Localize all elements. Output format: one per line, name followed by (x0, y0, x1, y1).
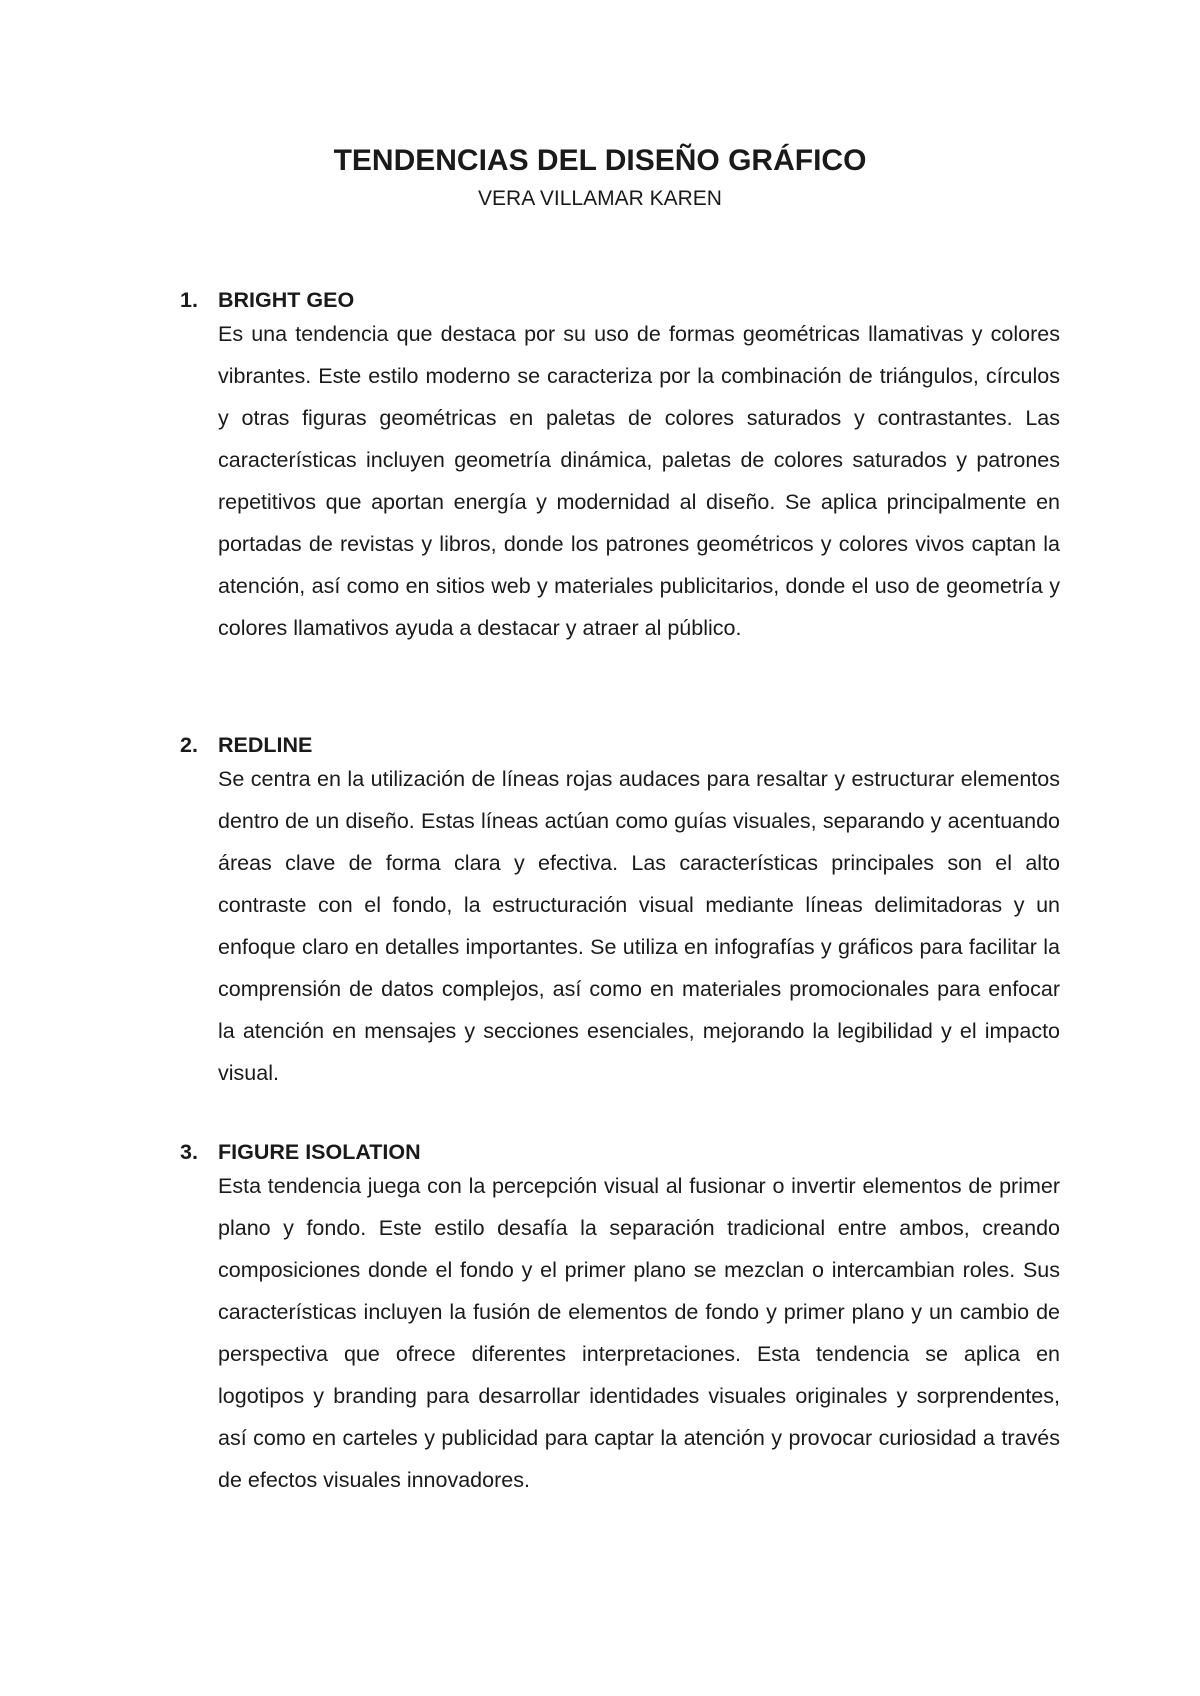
document-author: VERA VILLAMAR KAREN (478, 187, 722, 210)
section-title: BRIGHT GEO (218, 288, 355, 312)
section-number: 1. (180, 288, 198, 312)
section-number: 2. (180, 733, 198, 757)
section-title: FIGURE ISOLATION (218, 1140, 421, 1164)
section-paragraph: Es una tendencia que destaca por su uso de formas geométricas llamativas y colores vibrantes. Este estilo moderno se caracteriza por la combinación de triángulos, círculos y otras figuras geométricas en paletas de colores saturados y contrastantes. Las características incluyen geometría dinámica, paletas de colores saturados y patrones repetitivos que aportan energía y modernidad al diseño. Se aplica principalmente en portadas de revistas y libros, donde los patrones geométricos y colores vivos captan la atención, así como en sitios web y materiales publicitarios, donde el uso de geometría y colores llamativos ayuda a destacar y atraer al público. (218, 322, 1060, 640)
section-heading (180, 1138, 1060, 1166)
section-heading (180, 286, 1060, 314)
section-figure-isolation (180, 1138, 1060, 1501)
section-paragraph: Se centra en la utilización de líneas rojas audaces para resaltar y estructurar elementos dentro de un diseño. Estas líneas actúan como guías visuales, separando y acentuando áreas clave de forma clara y efectiva. Las características principales son el alto contraste con el fondo, la estructuración visual mediante líneas delimitadoras y un enfoque claro en detalles importantes. Se utiliza en infografías y gráficos para facilitar la comprensión de datos complejos, así como en materiales promocionales para enfocar la atención en mensajes y secciones esenciales, mejorando la legibilidad y el impacto visual. (218, 767, 1060, 1085)
section-redline (180, 731, 1060, 1094)
section-heading (180, 731, 1060, 759)
document-title: TENDENCIAS DEL DISEÑO GRÁFICO (333, 144, 867, 177)
section-paragraph: Esta tendencia juega con la percepción visual al fusionar o invertir elementos de primer plano y fondo. Este estilo desafía la separación tradicional entre ambos, creando composiciones donde el fondo y el primer plano se mezclan o intercambian roles. Sus características incluyen la fusión de elementos de fondo y primer plano y un cambio de perspectiva que ofrece diferentes interpretaciones. Esta tendencia se aplica en logotipos y branding para desarrollar identidades visuales originales y sorprendentes, así como en carteles y publicidad para captar la atención y provocar curiosidad a través de efectos visuales innovadores. (218, 1174, 1060, 1492)
section-number: 3. (180, 1140, 198, 1164)
section-bright-geo (180, 286, 1060, 649)
section-title: REDLINE (218, 733, 313, 757)
